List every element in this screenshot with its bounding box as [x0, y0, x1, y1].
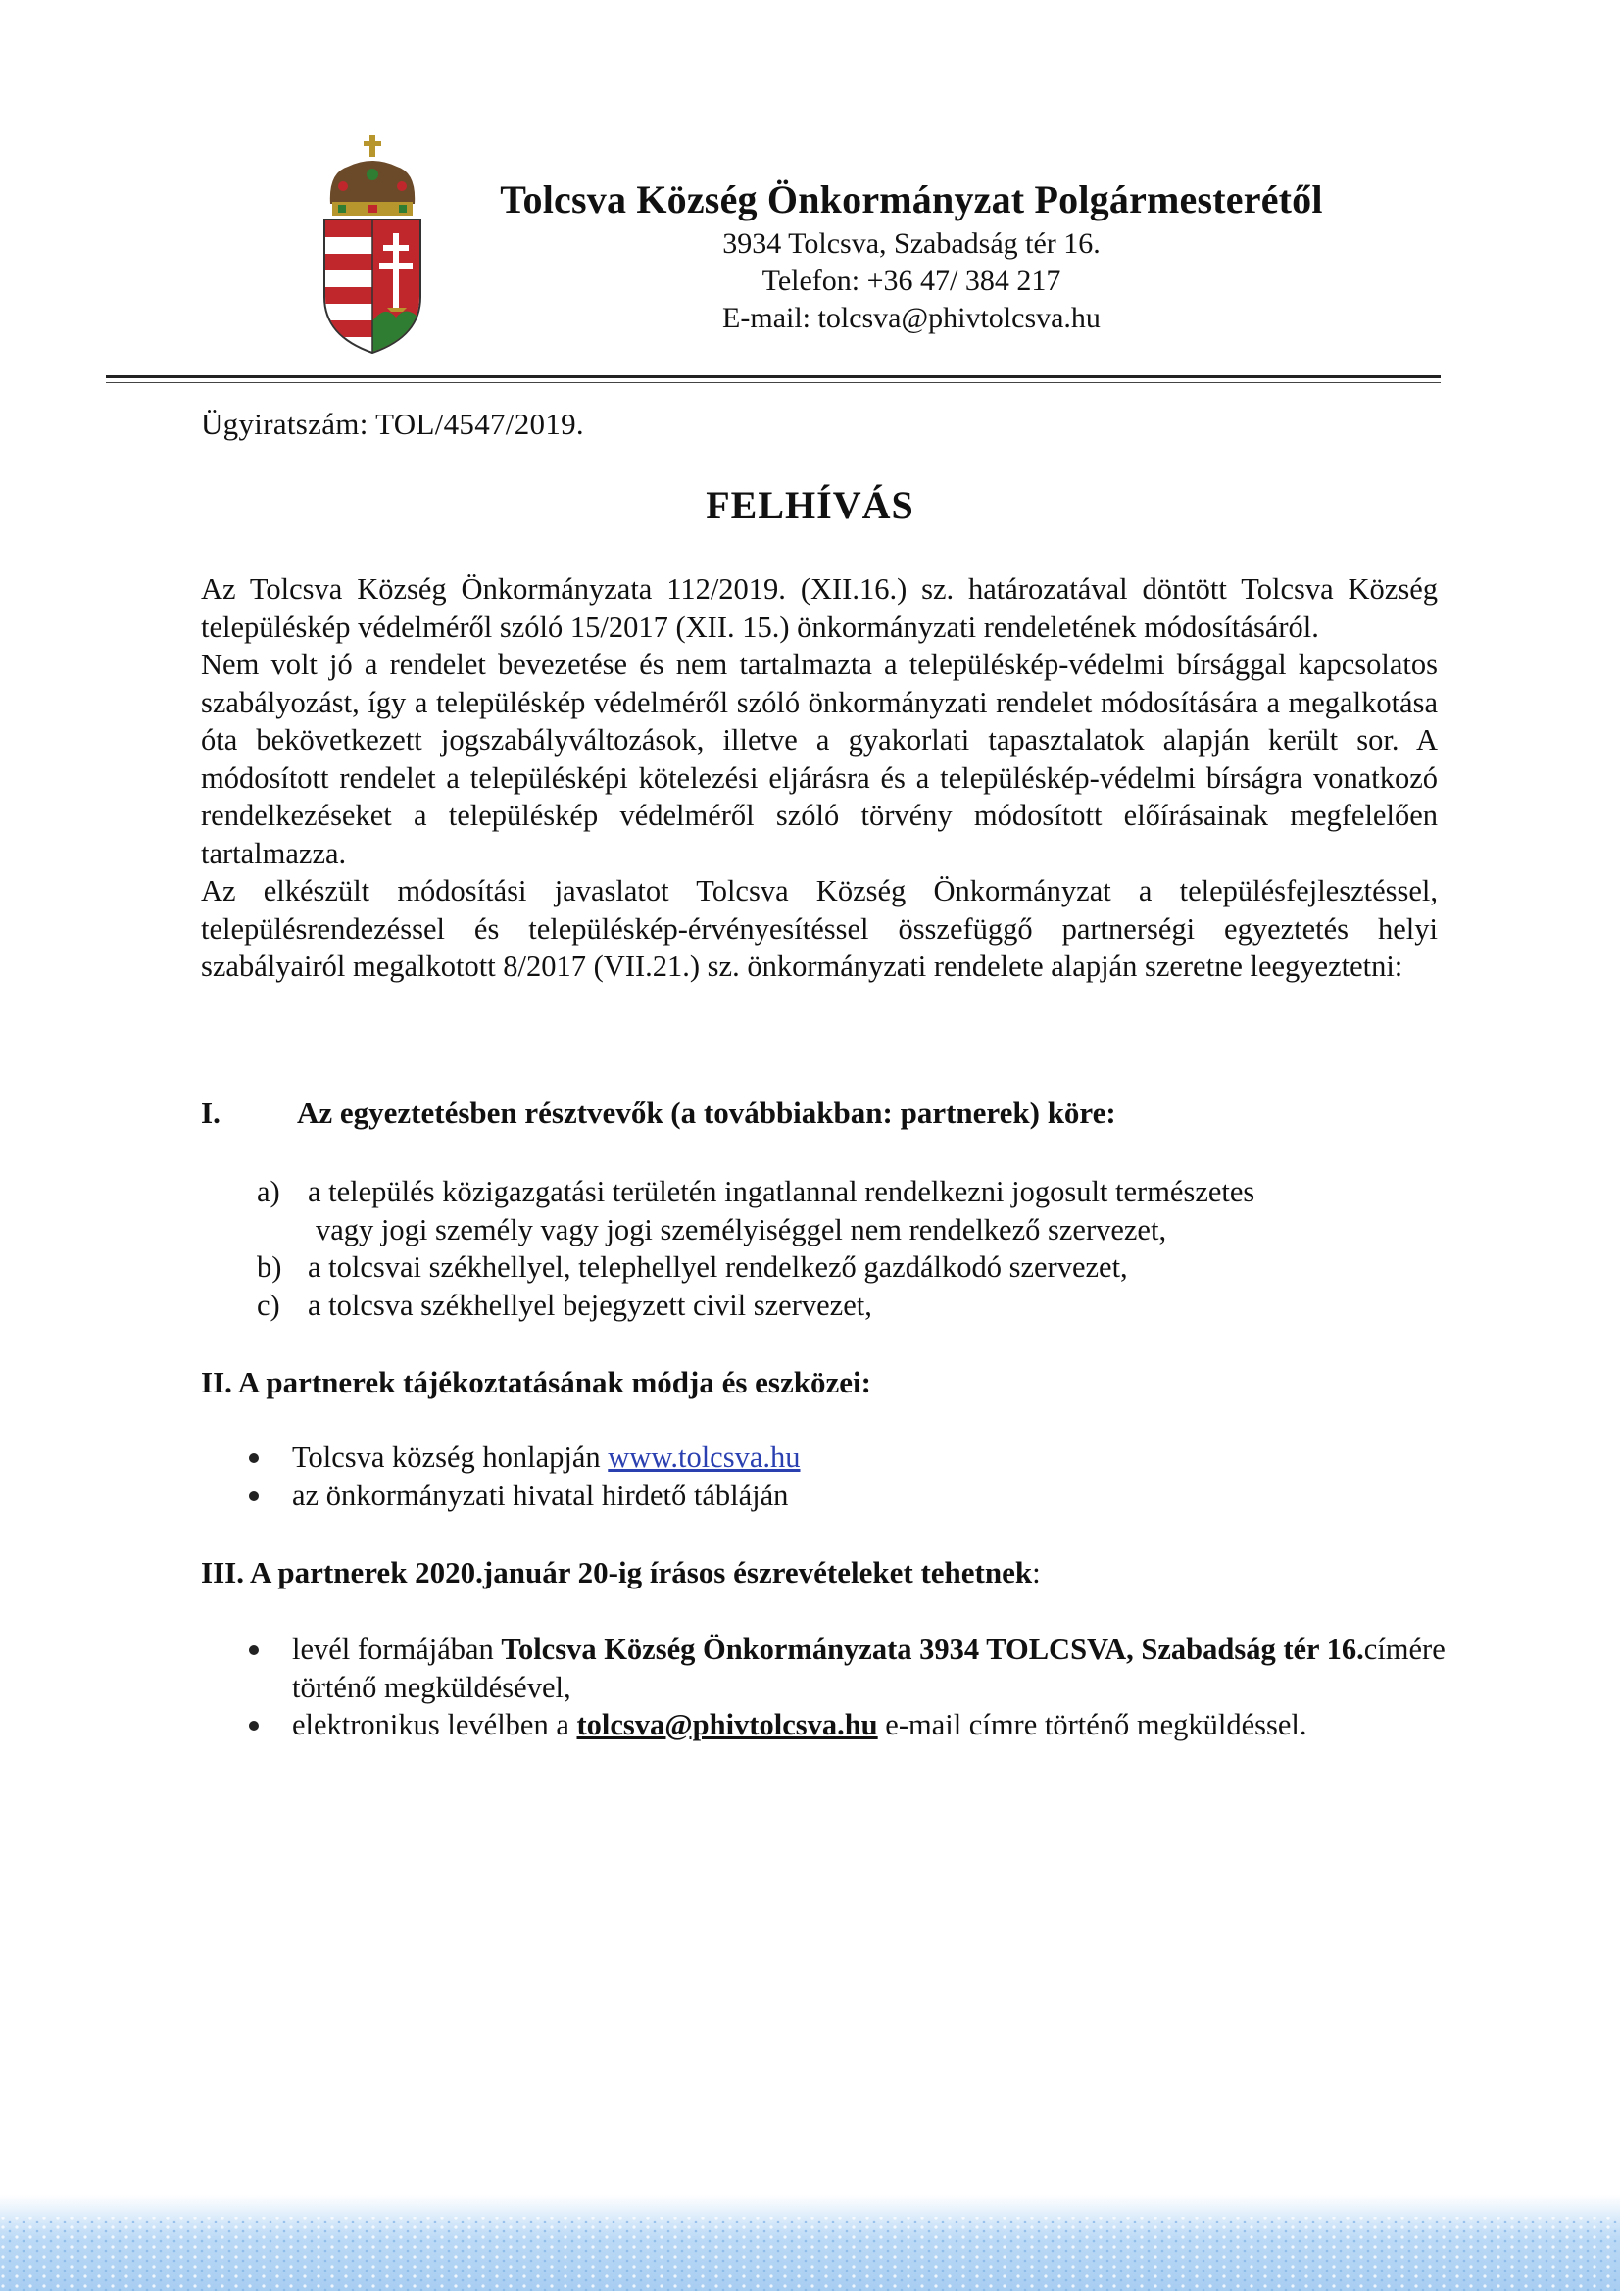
- list-item: [245, 1631, 1450, 1706]
- section-3-heading: [201, 1555, 1041, 1590]
- list-item-text: az önkormányzati hivatal hirdető tábláján: [292, 1478, 789, 1512]
- section-3-colon: :: [1032, 1555, 1041, 1589]
- header-phone: Telefon: +36 47/ 384 217: [761, 265, 1061, 297]
- list-item-text: e-mail címre történő megküldéssel.: [877, 1708, 1307, 1741]
- bullet-icon: [249, 1721, 259, 1731]
- bullet-icon: [249, 1453, 259, 1463]
- header-divider: [106, 375, 1441, 378]
- section-1-title: Az egyeztetésben résztvevők (a továbbiakban: partnerek) köre:: [297, 1096, 1116, 1130]
- bullet-icon: [249, 1491, 259, 1501]
- list-item: [245, 1706, 1450, 1744]
- list-item: [257, 1287, 1384, 1325]
- paragraph: Nem volt jó a rendelet bevezetése és nem tartalmazta a településkép-védelmi bírsággal kapcsolatos szabályozást, így a településkép védelméről szóló önkormányzati rendelet módosítására a megalkotása óta bekövetkezett jogszabályváltozások, illetve a gyakorlati tapasztalatok alapján került sor. A módosított rendelet a településképi kötelezési eljárásra és a településkép-védelmi bírságra vonatkozó rendelkezéseket a településkép védelméről szóló törvény módosított előírásainak megfelelően tartalmazza.: [201, 648, 1438, 870]
- partner-list: [257, 1173, 1384, 1324]
- list-item-label: b): [257, 1250, 282, 1284]
- coat-of-arms-icon: [319, 135, 426, 356]
- header-email: E-mail: tolcsva@phivtolcsva.hu: [722, 302, 1101, 334]
- header-address: 3934 Tolcsva, Szabadság tér 16.: [722, 227, 1101, 260]
- list-item-label: c): [257, 1288, 280, 1322]
- list-item-text-continued: vagy jogi személy vagy jogi személyiséggel nem rendelkező szervezet,: [316, 1212, 1167, 1246]
- list-item-text: levél formájában: [292, 1633, 502, 1666]
- website-link[interactable]: www.tolcsva.hu: [608, 1441, 801, 1474]
- bullet-icon: [249, 1645, 259, 1655]
- list-item: [257, 1173, 1384, 1248]
- section-3-title: III. A partnerek 2020.január 20-ig írásos észrevételeket tehetnek: [201, 1555, 1033, 1589]
- email-link[interactable]: tolcsva@phivtolcsva.hu: [576, 1708, 878, 1741]
- case-number: Ügyiratszám: TOL/4547/2019.: [201, 407, 584, 441]
- header-title: Tolcsva Község Önkormányzat Polgármesterétől: [500, 177, 1323, 221]
- body-paragraphs: [201, 570, 1438, 986]
- list-item: [257, 1248, 1384, 1287]
- list-item: [245, 1477, 1450, 1515]
- section-1-number: I.: [201, 1096, 221, 1130]
- document-title: FELHÍVÁS: [706, 483, 914, 527]
- postal-address: Tolcsva Község Önkormányzata 3934 TOLCSVA, Szabadság tér 16.: [501, 1633, 1364, 1666]
- list-item-text: a település közigazgatási területén ingatlannal rendelkezni jogosult természetes: [308, 1175, 1255, 1208]
- list-item-text: elektronikus levélben a: [292, 1708, 577, 1741]
- section-2-heading: II. A partnerek tájékoztatásának módja és eszközei:: [201, 1365, 871, 1399]
- info-channel-list: [245, 1439, 1450, 1514]
- submission-list: [245, 1631, 1450, 1744]
- paragraph: Az Tolcsva Község Önkormányzata 112/2019. (XII.16.) sz. határozatával döntött Tolcsva Község településkép védelméről szóló 15/2017 (XII. 15.) önkormányzati rendeletének módosításáról.: [201, 572, 1438, 644]
- paragraph: Az elkészült módosítási javaslatot Tolcsva Község Önkormányzat a településfejlesztéssel, településrendezéssel és településkép-érvényesítéssel összefüggő partnerségi egyeztetés helyi szabályairól megalkotott 8/2017 (VII.21.) sz. önkormányzati rendelete alapján szeretne leegyeztetni:: [201, 874, 1438, 983]
- list-item: [245, 1439, 1450, 1477]
- list-item-text: Tolcsva község honlapján: [292, 1441, 609, 1474]
- section-1-heading: [201, 1096, 1116, 1131]
- list-item-text: a tolcsvai székhellyel, telephellyel rendelkező gazdálkodó szervezet,: [308, 1250, 1128, 1284]
- list-item-label: a): [257, 1175, 280, 1208]
- header-divider-thin: [106, 382, 1441, 383]
- list-item-text: a tolcsva székhellyel bejegyzett civil szervezet,: [308, 1288, 872, 1322]
- footer-decoration: [0, 2195, 1620, 2291]
- list-item-text: címére történő megküldésével,: [292, 1633, 1446, 1704]
